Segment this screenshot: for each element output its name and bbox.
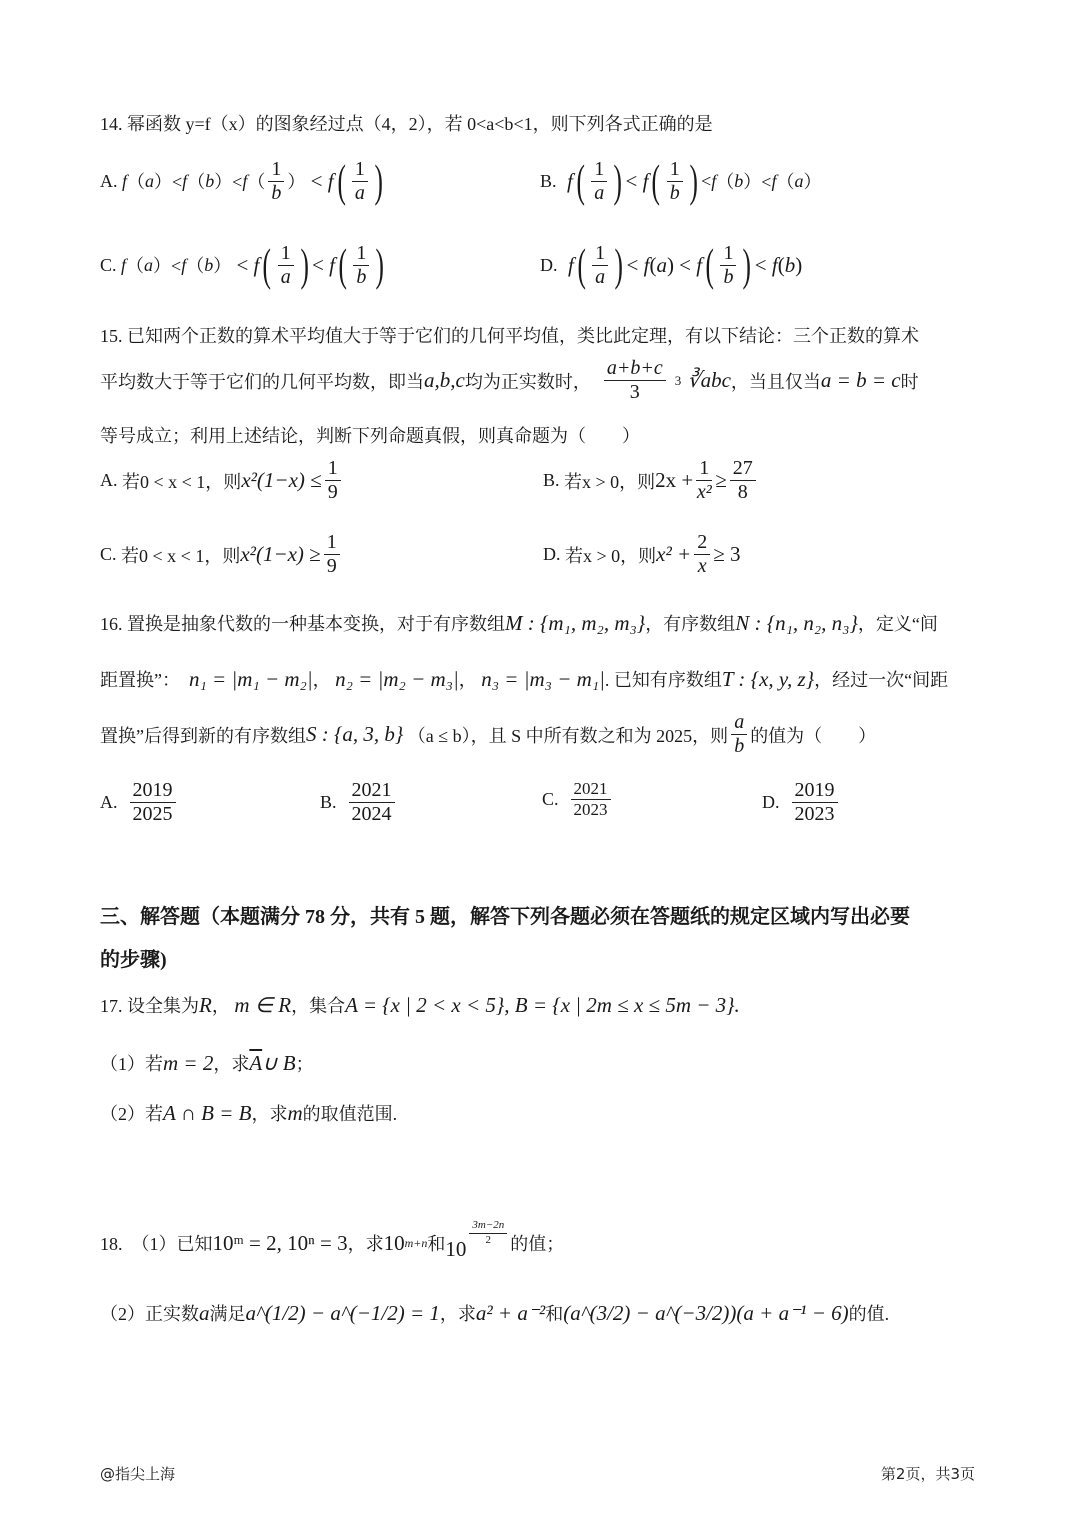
q18-text: 满足 [209,1304,246,1324]
q15-text: 时 [900,371,919,392]
option-label: B. [540,170,557,191]
q15-stem-line2 [100,358,919,403]
q16-set-t: T : {x, y, z} [721,666,815,691]
fraction-numerator: 27 [730,458,756,481]
q17-union-expression: ∪ B [262,1050,296,1075]
option-label: A. [100,170,118,191]
q18-base: 10 [445,1236,467,1261]
q16-text: ，定义“间 [857,614,938,634]
q18-text: 的值； [510,1234,565,1255]
option-condition: 若0 < x < 1，则 [122,471,242,492]
fraction-denominator: 2024 [351,803,392,825]
option-label: C. [100,254,117,275]
fraction-numerator: 1 [696,458,712,481]
q18-text: ，求 [439,1304,476,1324]
option-label: A. [100,470,118,490]
q15-text: 平均数大于等于它们的几何平均数，即当 [100,371,424,392]
q18-text: 和 [427,1234,446,1255]
q16-set-s: S : {a, 3, b} [306,722,404,746]
q18-part2 [100,1300,889,1326]
option-condition: 若x > 0，则 [564,471,656,492]
option-label: D. [540,254,558,275]
q17-part2 [100,1100,397,1126]
q18-text: 的值. [848,1304,890,1324]
q15-equality: a = b = c [820,368,901,392]
q17-variable: m [287,1100,303,1125]
footer-page-number: 第2页，共3页 [880,1465,975,1483]
q16-option-c [542,780,614,819]
q16-text: ，有序数组 [645,614,736,634]
q18-given: 10ᵐ = 2, 10ⁿ = 3 [212,1230,348,1255]
q14-option-c: C. f （ a ）< f （ b ） < f ( $\frac{1}{a}$ ) < f ( $\frac{1}{b}$ ) [100,239,385,290]
option-condition: 若0 < x < 1，则 [121,545,241,566]
q16-option-b [320,780,398,825]
fraction-numerator: 2019 [130,780,176,803]
q16-text: 距置换”： [100,670,180,690]
q16-text: ，经过一次“间距 [814,670,949,690]
q17-text: ； [295,1054,314,1074]
q18-exponent: m+n [404,1235,428,1250]
fraction-denominator: x² [696,481,712,503]
q15-cube-root: ∛abc [687,368,731,392]
fraction-denominator: 2 [485,1233,492,1246]
q18-text: ，求 [347,1234,384,1255]
q16-line3 [100,712,876,757]
q15-mean-fraction [604,358,666,403]
q15-option-a [100,458,344,503]
q16-set-n: N : {n₁, n₂, n₃} [735,610,858,635]
option-expression: 2x + [655,468,694,492]
q18-condition: a^(1/2) − a^(−1/2) = 1 [245,1300,440,1325]
fraction-numerator: 2 [694,532,710,555]
fraction-denominator: 9 [326,555,337,577]
option-label: B. [320,792,337,812]
fraction-numerator: a [731,712,747,735]
q16-option-a [100,780,179,825]
q17-sets: A = {x | 2 < x < 5}, B = {x | 2m ≤ x ≤ 5m − 3}. [345,992,740,1017]
section3-title-line1: 三、解答题（本题满分 78 分，共有 5 题，解答下列各题必须在答题纸的规定区域内写出必要 [100,906,910,928]
q18-expression2: (a^(3/2) − a^(−3/2))(a + a⁻¹ − 6) [563,1300,849,1325]
q18-part1 [100,1219,565,1261]
q15-text: 15. 已知两个正数的算术平均值大于等于它们的几何平均值，类比此定理，有以下结论：三个正数的算术 [100,326,919,346]
q16-text: 置换”后得到新的有序数组 [100,725,306,746]
q17-text: 17. 设全集为 [100,996,199,1016]
fraction-denominator: 2023 [794,803,835,825]
q17-m-in-r: m ∈ R [234,992,292,1017]
q16-eq2: n₂ = |m₂ − m₃| [335,666,459,691]
q17-text: ，求 [213,1054,250,1074]
q16-line2: 距置换”： n₁ = |m₁ − m₂| ， n₂ = |m₂ − m₃| ， n₃ = |m₃ − m₁| . 已知有序数组 T : {x, y, z} ，经过一次“间距 [100,666,949,691]
q16-option-d [762,780,841,825]
q15-stem-line3 [100,422,640,448]
q15-relation: 3 [674,372,682,388]
q16-text: 16. 置换是抽象代数的一种基本变换，对于有序数组 [100,614,505,634]
fraction-numerator: 2019 [792,780,838,803]
option-relation: ≥ [715,468,727,492]
q17-condition: A ∩ B = B [163,1100,252,1125]
option-label: C. [100,544,117,564]
q17-text: （1）若 [100,1054,163,1074]
q17-universal-set: R [199,992,212,1017]
fraction-numerator: a+b+c [604,358,666,381]
q17-part1 [100,1050,314,1076]
q18-base: 10 [383,1230,405,1255]
fraction-denominator: b [734,735,745,757]
q16-eq1: n₁ = |m₁ − m₂| [189,666,313,691]
option-expression: x²(1−x) ≤ [241,468,322,492]
q17-stem [100,992,740,1018]
fraction-numerator: 2021 [349,780,395,803]
q17-text: ，集合 [291,996,346,1016]
fraction-denominator: 9 [327,481,338,503]
q18-text: （2）正实数 [100,1304,199,1324]
q15-option-b [543,458,759,503]
q15-text: 等号成立；利用上述结论，判断下列命题真假，则真命题为（ ） [100,426,640,446]
q14-option-d: D. f ( $\frac{1}{a}$ ) < f(a) < f ( $\frac{1}{b}$ ) < f(b) [540,239,803,290]
q15-text: ，当且仅当 [730,371,821,392]
section3-title-line2: 的步骤) [100,949,167,971]
q16-eq3: n₃ = |m₃ − m₁| [481,666,605,691]
option-expression: x² + [656,542,692,566]
q18-expression1: a² + a⁻² [475,1300,546,1325]
q16-set-m: M : {m₁, m₂, m₃} [505,610,646,635]
option-expression: x²(1−x) ≥ [240,542,321,566]
q14-stem [100,110,713,136]
q15-stem-line1 [100,322,919,348]
q18-text: 和 [545,1304,564,1324]
fraction-numerator: 2021 [571,780,611,800]
option-label: B. [543,470,560,490]
option-label: A. [100,792,118,812]
fraction-numerator: 1 [324,532,340,555]
option-label: C. [542,788,559,809]
option-label: D. [543,544,561,564]
fraction-numerator: 1 [325,458,341,481]
option-label: D. [762,792,780,812]
q17-text: （2）若 [100,1104,163,1124]
q17-text: ， [211,996,230,1016]
fraction-denominator: x [697,555,707,577]
q18-text: 18. （1）已知 [100,1234,213,1255]
q17-condition: m = 2 [163,1050,214,1075]
q14-option-a: A. f （ a ）< f （ b ）< f （ $\frac{1}{b}$ ） < f ( $\frac{1}{a}$ ) [100,155,383,206]
footer-source: @指尖上海 [100,1465,176,1483]
fraction-denominator: 8 [737,481,748,503]
q15-option-c [100,532,343,577]
fraction-numerator: 3m−2n [469,1220,507,1234]
q16-text: . 已知有序数组 [604,670,722,690]
q14-stem-text: 14. 幂函数 y=f（x）的图象经过点（4，2），若 0<a<b<1，则下列各式正确的是 [100,114,713,134]
q15-vars: a,b,c [424,368,465,392]
q17-text: 的取值范围. [302,1104,398,1124]
q16-line1 [100,610,938,636]
q17-complement-a: $\overline{A}$ [249,1050,263,1075]
q15-option-d [543,532,740,577]
q15-text: 均为正实数时， [464,371,591,392]
q18-variable: a [199,1300,210,1325]
fraction-denominator: 3 [629,381,640,403]
option-condition: 若x > 0，则 [565,545,657,566]
fraction-denominator: 2023 [573,799,608,819]
q16-text: 的值为（ ） [750,725,877,746]
q16-text: （a ≤ b），且 S 中所有数之和为 2025，则 [407,725,729,746]
q14-option-b: B. f ( $\frac{1}{a}$ ) < f ( $\frac{1}{b}$ ) < f （ b ）< f （ a ） [540,155,822,206]
fraction-denominator: 2025 [132,803,173,825]
q17-text: ，求 [251,1104,288,1124]
option-relation: ≥ 3 [713,542,741,566]
